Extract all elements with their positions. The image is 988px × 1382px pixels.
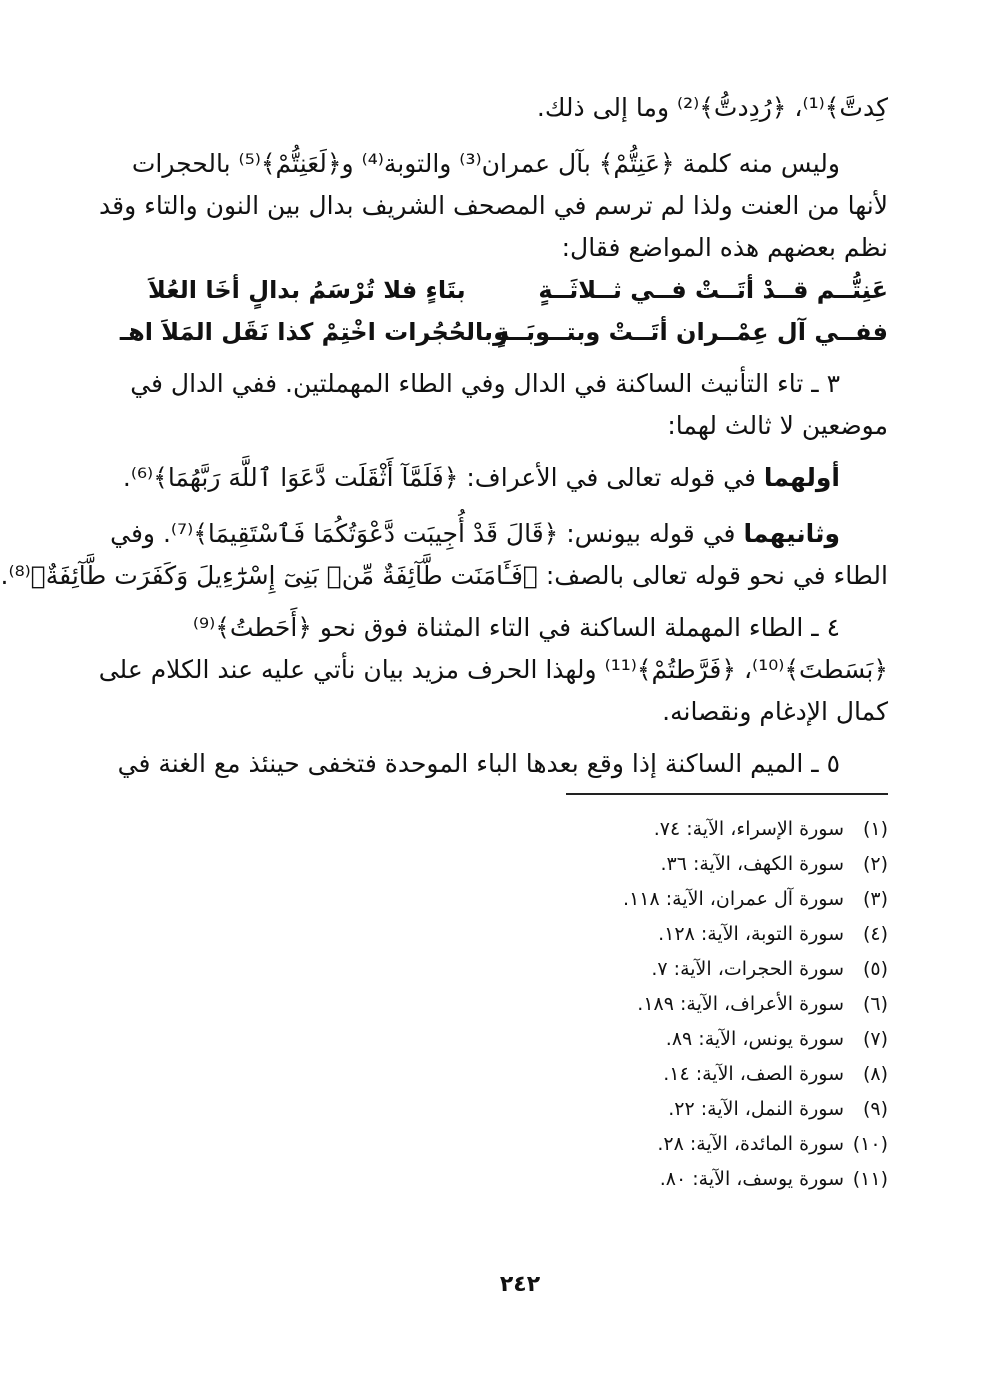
poem-verse-2-first-hemistich: ففــي آل عِمْــران أتَــتْ وبتــوبَــةٍ [495,318,888,346]
footnote-number: (١١) [852,1168,888,1190]
footnote-5 [388,954,888,984]
para4-line-2: ﴿بَسَطتَ﴾⁽¹⁰⁾، ﴿فَرَّطتُمْ﴾⁽¹¹⁾ ولهذا الحرف مزيد بيان نأتي عليه عند الكلام على [98,655,888,684]
body-line-1: كِدتَّ﴾⁽¹⁾، ﴿رُدِدتُّ﴾⁽²⁾ وما إلى ذلك. [536,93,888,122]
footnote-number: (٥) [862,958,888,980]
footnote-text: سورة الصف، الآية: ١٤. [663,1063,844,1085]
footnote-1 [388,814,888,844]
second-instance-label: وثانيهما [743,519,840,548]
body-line-4: نظم بعضهم هذه المواضع فقال: [561,233,888,262]
footnote-7 [388,1024,888,1054]
first-instance-text: في قوله تعالى في الأعراف: ﴿فَلَمَّآ أَثْقَلَت دَّعَوَا ٱللَّهَ رَبَّهُمَا﴾⁽⁶⁾. [122,463,764,492]
footnote-2 [388,849,888,879]
footnote-number: (٦) [862,993,888,1015]
footnote-6 [388,989,888,1019]
footnote-text: سورة آل عمران، الآية: ١١٨. [623,888,844,910]
footnote-text: سورة الأعراف، الآية: ١٨٩. [637,993,844,1015]
footnote-number: (٨) [862,1063,888,1085]
footnote-10 [388,1129,888,1159]
footnote-number: (٤) [862,923,888,945]
footnote-text: سورة المائدة، الآية: ٢٨. [657,1133,844,1155]
footnote-number: (١) [862,818,888,840]
body-line-2: وليس منه كلمة ﴿عَنِتُّمْ﴾ بآل عمران⁽³⁾ والتوبة⁽⁴⁾ و﴿لَعَنِتُّمْ﴾⁽⁵⁾ بالحجرات [131,149,840,178]
poem-verse-1-second-hemistich: بتَاءٍ فلا تُرْسَمُ بدالٍ أخَا العُلاَ [148,276,466,304]
second-instance-line [110,514,888,554]
para3-line-2: موضعين لا ثالث لهما: [667,411,888,440]
footnote-separator [566,793,888,795]
para5-line-1: ٥ ـ الميم الساكنة إذا وقع بعدها الباء الموحدة فتخفى حينئذ مع الغنة في [117,749,840,778]
poem-verse-1-first-hemistich: عَنِتُّــم قــدْ أتَــتْ فــي ثــلاثَــةٍ [538,276,888,304]
footnote-text: سورة يونس، الآية: ٨٩. [665,1028,844,1050]
footnote-number: (٣) [862,888,888,910]
footnote-9 [388,1094,888,1124]
second-instance-line-2: الطاء في نحو قوله تعالى بالصف: ﴿فَـَٔامَنَت طَّآئِفَةٌ مِّنۢ بَنِىٓ إِسْرَٰٓءِيلَ وَكَفَرَت طَّآئِفَةٌ﴾⁽⁸⁾. [0,561,888,590]
para3-line-1: ٣ ـ تاء التأنيث الساكنة في الدال وفي الطاء المهملتين. ففي الدال في [130,369,840,398]
footnote-number: (١٠) [852,1133,888,1155]
footnote-text: سورة يوسف، الآية: ٨٠. [659,1168,844,1190]
second-instance-text: في قوله بيونس: ﴿قَالَ قَدْ أُجِيبَت دَّعْوَتُكُمَا فَٱسْتَقِيمَا﴾⁽⁷⁾. وفي [110,519,744,548]
footnote-text: سورة الكهف، الآية: ٣٦. [660,853,844,875]
para4-line-3: كمال الإدغام ونقصانه. [662,697,888,726]
footnote-11 [388,1164,888,1194]
footnote-text: سورة الإسراء، الآية: ٧٤. [653,818,844,840]
footnote-text: سورة النمل، الآية: ٢٢. [668,1098,844,1120]
poem-verse-2-second-hemistich: وبالحُجُرات اخْتِمْ كذا نَقَل المَلاَ اهـ [119,318,508,346]
first-instance-label: أولهما [763,463,840,492]
footnote-8 [388,1059,888,1089]
footnote-text: سورة التوبة، الآية: ١٢٨. [658,923,844,945]
footnote-number: (٧) [862,1028,888,1050]
footnote-4 [388,919,888,949]
footnote-3 [388,884,888,914]
footnote-number: (٩) [862,1098,888,1120]
footnote-text: سورة الحجرات، الآية: ٧. [651,958,844,980]
body-line-3: لأنها من العنت ولذا لم ترسم في المصحف الشريف بدال بين النون والتاء وقد [99,191,888,220]
footnote-number: (٢) [862,853,888,875]
page-number: ٢٤٢ [499,1272,541,1297]
para4-line-1: ٤ ـ الطاء المهملة الساكنة في التاء المثناة فوق نحو ﴿أَحَطتُ﴾⁽⁹⁾ [192,613,840,642]
first-instance-line [122,458,888,498]
